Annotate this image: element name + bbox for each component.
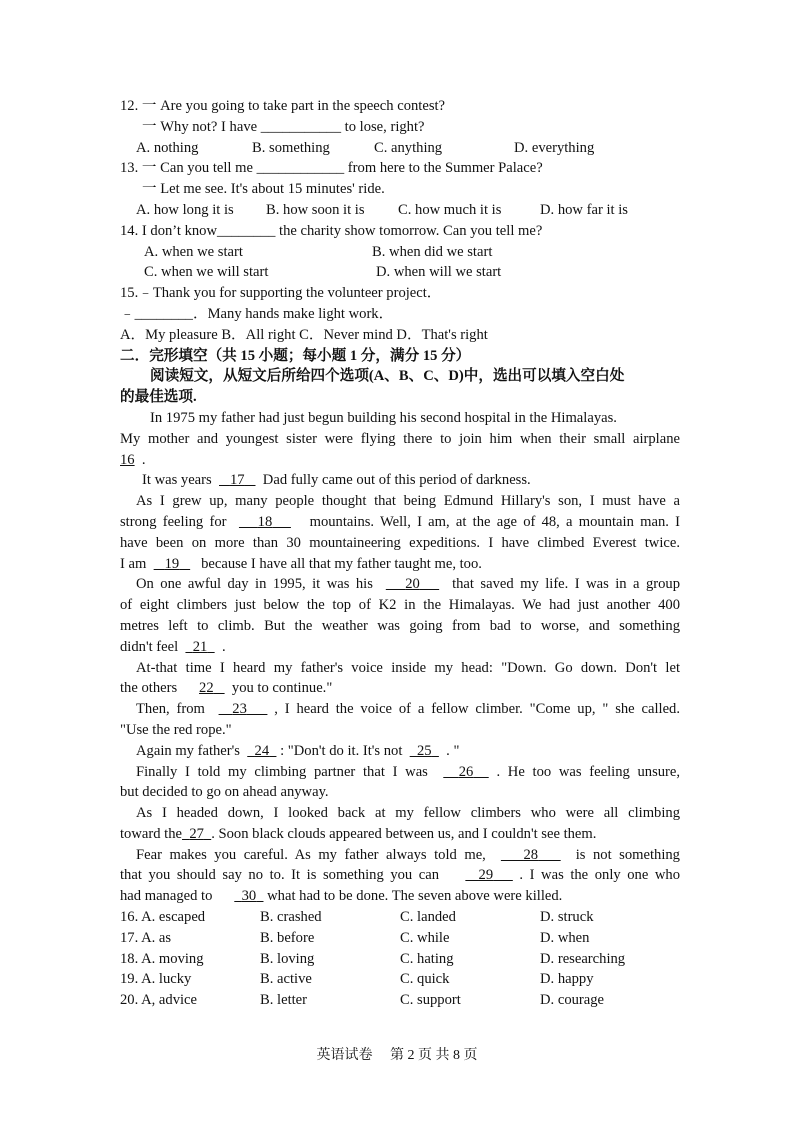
passage-line: In 1975 my father had just begun building his second hospital in the Himalayas. (150, 409, 617, 426)
option-d: D. how far it is (540, 201, 628, 218)
passage-line: At-that time I heard my father's voice inside my head: "Down. Go down. Don't let (136, 659, 680, 676)
passage-line: have been on more than 30 mountaineering expeditions. I have climbed Everest twice. (120, 534, 680, 551)
question-12-reply: 一 Why not? I have ___________ to lose, right? (142, 118, 425, 135)
passage-line: didn't feel 21 . (120, 638, 226, 655)
option-c: C. how much it is (398, 201, 502, 218)
option-d: D. when will we start (376, 264, 502, 281)
section-instructions: 阅读短文，从短文后所给四个选项(A、B、C、D)中，选出可以填入空白处 (150, 368, 625, 385)
passage-line: As I grew up, many people thought that being Edmund Hillary's son, I must have a (136, 493, 680, 510)
passage-line: Fear makes you careful. As my father always told me, 28 is not something (136, 846, 680, 863)
passage-line: As I headed down, I looked back at my fellow climbers who were all climbing (136, 805, 680, 822)
option-a: A. nothing (136, 139, 199, 156)
passage-line: It was years 17 Dad fully came out of this period of darkness. (142, 472, 531, 489)
blank-17: 17 (229, 472, 245, 489)
blank-29: 29 (478, 867, 494, 884)
question-15: 15.﹣Thank you for supporting the volunteer project． (120, 285, 442, 302)
option-c: C. anything (374, 139, 443, 156)
passage-line: had managed to 30 what had to be done. The seven above were killed. (120, 888, 563, 905)
passage-line: the others 22 you to continue." (120, 680, 333, 697)
blank-30: 30 (241, 888, 257, 905)
passage-line: I am 19 because I have all that my father taught me, too. (120, 555, 482, 572)
blank-22: 22 (199, 680, 214, 697)
passage-line: "Use the red rope." (120, 721, 232, 738)
passage-line: toward the 27 . Soon black clouds appeared between us, and I couldn't see them. (120, 825, 597, 842)
blank-23: 23 (232, 701, 247, 718)
blank-25: 25 (416, 742, 432, 759)
question-14-options-row1 (120, 242, 680, 263)
option-b: B. something (252, 139, 330, 156)
option-a: A. how long it is (136, 201, 234, 218)
passage-line: On one awful day in 1995, it was his 20 that saved my life. I was in a group (136, 576, 681, 593)
passage-line: that you should say no to. It is something you can 29 . I was the only one who (120, 867, 681, 884)
question-15-options: A．My pleasure B．All right C．Never mind D．That's right (120, 326, 488, 343)
answer-row-19: 19. A. lucky B. active C. quick D. happy (120, 971, 594, 988)
section-title: 二．完形填空（共 15 小题；每小题 1 分，满分 15 分） (120, 347, 471, 364)
blank-16: 16 (120, 451, 135, 468)
question-13-options (120, 200, 680, 221)
passage-line: Finally I told my climbing partner that I was 26 . He too was feeling unsure, (136, 763, 681, 780)
passage-line: but decided to go on ahead anyway. (120, 784, 329, 801)
option-d: D. everything (514, 139, 595, 156)
passage-line: 16 . (120, 451, 146, 468)
question-14: 14. I don’t know________ the charity show tomorrow. Can you tell me? (120, 222, 543, 239)
question-13: 13. 一 Can you tell me ____________ from here to the Summer Palace? (120, 160, 543, 177)
blank-24: 24 (254, 742, 270, 759)
passage-line: of eight climbers just below the top of K2 in the Himalayas. We had just another 400 (120, 597, 680, 614)
blank-20: 20 (405, 576, 420, 593)
option-c: C. when we will start (144, 264, 269, 281)
blank-19: 19 (164, 555, 180, 572)
blank-27: 27 (189, 825, 204, 842)
answer-row-16: 16. A. escaped B. crashed C. landed D. struck (120, 909, 594, 926)
passage-line: metres left to climb. But the weather was going from bad to worse, and something (120, 617, 680, 634)
question-13-reply: 一 Let me see. It's about 15 minutes' ride. (142, 181, 385, 198)
blank-21: 21 (192, 638, 208, 655)
option-b: B. when did we start (372, 243, 493, 260)
question-12-options (120, 138, 680, 159)
question-12: 12. 一 Are you going to take part in the speech contest? (120, 98, 446, 114)
passage-line: My mother and youngest sister were flying there to join him when their small airplane (120, 430, 680, 447)
exam-page (120, 96, 680, 1011)
passage-line: Again my father's 24 : "Don't do it. It's not 25 . " (136, 742, 460, 759)
answer-row-17: 17. A. as B. before C. while D. when (120, 929, 590, 946)
blank-26: 26 (458, 763, 474, 780)
answer-row-20: 20. A, advice B. letter C. support D. courage (120, 992, 605, 1009)
option-b: B. how soon it is (266, 201, 365, 218)
blank-18: 18 (257, 513, 273, 530)
page-footer: 英语试卷 第 2 页 共 8 页 (316, 1048, 478, 1063)
passage-line: strong feeling for 18 mountains. Well, I am, at the age of 48, a mountain man. I (120, 513, 680, 530)
question-14-options-row2 (120, 262, 680, 283)
passage-line: Then, from 23 , I heard the voice of a fellow climber. "Come up, " she called. (136, 701, 680, 718)
answer-row-18: 18. A. moving B. loving C. hating D. researching (120, 950, 626, 967)
option-a: A. when we start (144, 243, 243, 260)
blank-28: 28 (523, 846, 539, 863)
question-15-reply: ﹣________．Many hands make light work． (120, 305, 394, 322)
section-instructions-cont: 的最佳选项. (120, 389, 197, 406)
